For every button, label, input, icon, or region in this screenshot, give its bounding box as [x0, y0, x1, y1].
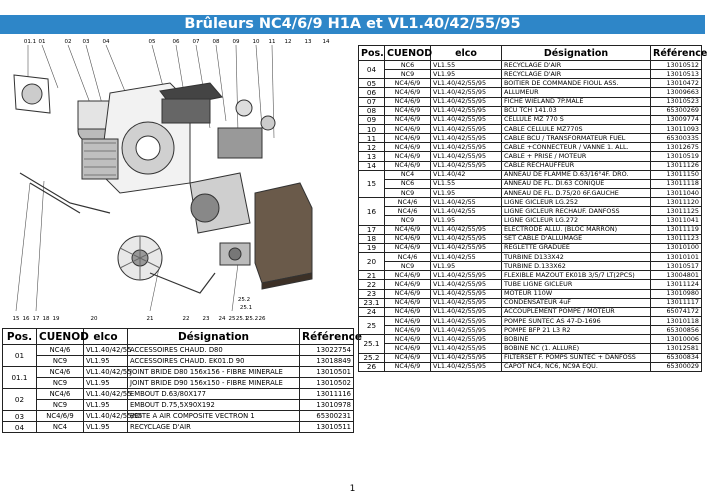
callout-label: 26 — [258, 316, 266, 322]
cell-cuenod: NC4/6/9 — [385, 362, 431, 371]
cell-cuenod: NC4/6/9 — [385, 152, 431, 161]
callout-label: 17 — [32, 316, 40, 322]
table-row — [3, 345, 354, 356]
callout-label: 24 — [218, 316, 226, 322]
table-row — [359, 289, 702, 298]
cell-elco: VL1.40/42/55/95 — [431, 326, 502, 335]
callout-label: 18 — [42, 316, 50, 322]
cell-elco: VL1.55 — [431, 61, 502, 70]
right-parts-table — [358, 45, 707, 372]
table-row — [359, 335, 702, 344]
cell-designation: RECYCLAGE D'AIR — [502, 61, 651, 70]
cell-reference: 13011119 — [651, 225, 702, 234]
cell-pos: 07 — [359, 97, 385, 106]
cell-cuenod: NC9 — [37, 378, 84, 389]
cell-elco: VL1.40/42/55 — [431, 198, 502, 207]
table-row — [359, 271, 702, 280]
cell-reference: 13011123 — [651, 234, 702, 243]
cell-designation: ANNEAU DE FL. D.75/20 6F.GAUCHE — [502, 188, 651, 197]
cell-pos: 15 — [359, 170, 385, 197]
cell-elco: VL1.40/42/55/95 — [431, 97, 502, 106]
cell-elco: VL1.95 — [431, 70, 502, 79]
cell-cuenod: NC4/6 — [37, 345, 84, 356]
cell-designation: MOTEUR 110W — [502, 289, 651, 298]
callout-label: 01 — [38, 39, 46, 45]
cell-reference: 13009663 — [651, 88, 702, 97]
cell-cuenod: NC9 — [385, 70, 431, 79]
cell-cuenod: NC9 — [385, 262, 431, 271]
table-row — [359, 179, 702, 188]
table-header-row — [359, 46, 702, 61]
cell-designation: EMBOUT D.75,5X90X192 — [128, 400, 300, 411]
cell-designation: CAPOT NC4, NC6, NC9A EQU. — [502, 362, 651, 371]
cell-designation: LIGNE GICLEUR LG.252 — [502, 198, 651, 207]
table-row — [359, 326, 702, 335]
cell-cuenod: NC4/6/9 — [385, 335, 431, 344]
table-row — [359, 170, 702, 179]
cell-reference: 13010523 — [651, 97, 702, 106]
cell-reference: 65300029 — [651, 362, 702, 371]
table-row — [359, 198, 702, 207]
cell-pos: 03 — [3, 411, 37, 422]
cell-reference: 65300231 — [300, 411, 354, 422]
cell-reference: 13010472 — [651, 79, 702, 88]
cell-designation: ACCESSOIRES CHAUD. D80 — [128, 345, 300, 356]
cell-pos: 23.1 — [359, 298, 385, 307]
table-row — [3, 411, 354, 422]
table-row — [359, 143, 702, 152]
callout-label: 05 — [148, 39, 156, 45]
cell-designation: RECYCLAGE D'AIR — [128, 422, 300, 433]
cell-reference: 13018849 — [300, 356, 354, 367]
callout-label: 06 — [172, 39, 180, 45]
cell-reference: 13012675 — [651, 143, 702, 152]
cell-cuenod: NC4/6 — [37, 367, 84, 378]
cell-reference: 13010501 — [300, 367, 354, 378]
cell-elco: VL1.40/42/55/95 — [431, 106, 502, 115]
callout-label: 13 — [304, 39, 312, 45]
cell-designation: ELECTRODE ALLU. (BLOC MARRON) — [502, 225, 651, 234]
table-row — [359, 262, 702, 271]
cell-elco: VL1.40/42/55/95 — [431, 134, 502, 143]
cell-designation: SET CABLE D'ALLUMAGE — [502, 234, 651, 243]
table-row — [359, 188, 702, 197]
pump-part — [220, 243, 250, 265]
cell-designation: TURBINE D.133X62 — [502, 262, 651, 271]
table-row — [359, 344, 702, 353]
cell-designation: CABLE + PRISE / MOTEUR — [502, 152, 651, 161]
cell-pos: 20 — [359, 252, 385, 270]
table-header-row — [3, 329, 354, 345]
cell-elco: VL1.40/42/55 — [84, 389, 128, 400]
left-parts-table — [2, 328, 363, 433]
cell-elco: VL1.40/42/55 — [431, 207, 502, 216]
cell-cuenod: NC4/6/9 — [385, 353, 431, 362]
callout-label: 25 — [228, 316, 236, 322]
cell-reference: 13010978 — [300, 400, 354, 411]
cell-designation: CONDENSATEUR 4uF — [502, 298, 651, 307]
cell-cuenod: NC4/6/9 — [385, 79, 431, 88]
callout-label: 03 — [82, 39, 90, 45]
cell-reference: 13011150 — [651, 170, 702, 179]
cell-reference: 65300335 — [651, 134, 702, 143]
table-row — [359, 79, 702, 88]
table-row — [3, 422, 354, 433]
table-row — [359, 280, 702, 289]
cell-reference: 13011124 — [651, 280, 702, 289]
callout-label: 10 — [252, 39, 260, 45]
cell-reference: 13010006 — [651, 335, 702, 344]
cell-designation: ANNEAU DE FL. DI.63 CONIQUE — [502, 179, 651, 188]
table-row — [3, 367, 354, 378]
cell-cuenod: NC4/6/9 — [385, 106, 431, 115]
cell-reference: 13009774 — [651, 115, 702, 124]
cell-reference: 13010980 — [651, 289, 702, 298]
cell-designation: TURBINE D133X42 — [502, 252, 651, 261]
cell-reference: 13010512 — [651, 61, 702, 70]
cell-cuenod: NC4/6/9 — [385, 243, 431, 252]
cell-elco: VL1.40/42/55/95 — [431, 88, 502, 97]
cell-pos: 01.1 — [3, 367, 37, 389]
callout-label: 15 — [12, 316, 20, 322]
callout-label: 21 — [146, 316, 154, 322]
header-reference: Référence — [651, 46, 702, 61]
cell-designation: POMPE SUNTEC AS 47-D-1696 — [502, 316, 651, 325]
callout-label: 09 — [232, 39, 240, 45]
callout-label: 25.1 — [239, 305, 253, 311]
page-title: Brûleurs NC4/6/9 H1A et VL1.40/42/55/95 — [0, 15, 705, 34]
cell-pos: 25.1 — [359, 335, 385, 353]
cell-designation: ALLUMEUR — [502, 88, 651, 97]
table-row — [359, 307, 702, 316]
cell-designation: FILTERSET F. POMPS SUNTEC + DANFOSS — [502, 353, 651, 362]
cell-reference: 13010519 — [651, 152, 702, 161]
cell-pos: 25.2 — [359, 353, 385, 362]
air-filter-part — [82, 139, 118, 179]
callout-label: 14 — [322, 39, 330, 45]
cell-reference: 13011125 — [651, 207, 702, 216]
callout-label: 08 — [212, 39, 220, 45]
cell-elco: VL1.95 — [431, 188, 502, 197]
cell-reference: 13010517 — [651, 262, 702, 271]
cell-designation: CABLE CELLULE MZ770S — [502, 124, 651, 133]
cell-elco: VL1.40/42/55/95 — [431, 152, 502, 161]
cell-reference: 13011116 — [300, 389, 354, 400]
cell-elco: VL1.95 — [431, 216, 502, 225]
cell-designation: FLEXIBLE MAZOUT EK01B 3/5/7 LT(2PCS) — [502, 271, 651, 280]
callout-label: 01.1 — [23, 39, 37, 45]
table-row — [359, 88, 702, 97]
cell-designation: RECYCLAGE D'AIR — [502, 70, 651, 79]
cell-reference: 13010100 — [651, 243, 702, 252]
cell-reference: 13010502 — [300, 378, 354, 389]
table-row — [359, 70, 702, 79]
header-cuenod: CUENOD — [385, 46, 431, 61]
cell-pos: 09 — [359, 115, 385, 124]
gasket-part — [14, 75, 50, 113]
cell-cuenod: NC4/6/9 — [385, 289, 431, 298]
table-row — [359, 61, 702, 70]
cell-elco: VL1.40/42/55/95 — [431, 271, 502, 280]
table-row — [359, 252, 702, 261]
cell-elco: VL1.40/42/55 — [431, 252, 502, 261]
cell-cuenod: NC4/6 — [385, 252, 431, 261]
cell-reference: 65300834 — [651, 353, 702, 362]
cell-cuenod: NC4/6/9 — [385, 280, 431, 289]
cell-designation: BCU TCH 141.03 — [502, 106, 651, 115]
cell-cuenod: NC4/6/9 — [385, 143, 431, 152]
cell-designation: FICHE WIELAND 7P.MALE — [502, 97, 651, 106]
header-pos: Pos. — [359, 46, 385, 61]
cell-reference: 13011041 — [651, 216, 702, 225]
cell-reference: 13010118 — [651, 316, 702, 325]
cell-pos: 04 — [3, 422, 37, 433]
cell-reference: 13010101 — [651, 252, 702, 261]
cell-cuenod: NC4/6/9 — [385, 97, 431, 106]
cell-pos: 17 — [359, 225, 385, 234]
cell-cuenod: NC4/6/9 — [385, 234, 431, 243]
cell-elco: VL1.40/42/55/95 — [431, 362, 502, 371]
table-row — [359, 134, 702, 143]
cell-elco: VL1.40/42/55/95 — [431, 225, 502, 234]
page-number: 1 — [349, 484, 356, 494]
header-pos: Pos. — [3, 329, 37, 345]
cell-elco: VL1.40/42/55/95 — [431, 335, 502, 344]
cell-cuenod: NC9 — [37, 400, 84, 411]
cell-reference: 13011040 — [651, 188, 702, 197]
cell-elco: VL1.40/42/55/95 — [431, 353, 502, 362]
cell-designation: POMPE BFP 21 L3 R2 — [502, 326, 651, 335]
cell-elco: VL1.40/42/55/95 — [84, 411, 128, 422]
cell-reference: 13011117 — [651, 298, 702, 307]
cell-elco: VL1.40/42/55/95 — [431, 79, 502, 88]
cell-pos: 25 — [359, 316, 385, 334]
cell-cuenod: NC4/6/9 — [385, 134, 431, 143]
callout-labels-top — [24, 39, 330, 45]
table-row — [3, 378, 354, 389]
cell-designation: ANNEAU DE FLAMME D.63/16°4F. DRO. — [502, 170, 651, 179]
cell-designation: CELLULE MZ 770 S — [502, 115, 651, 124]
table-row — [359, 234, 702, 243]
cell-pos: 16 — [359, 198, 385, 225]
cell-pos: 13 — [359, 152, 385, 161]
cell-reference: 65300269 — [651, 106, 702, 115]
callout-labels-side — [238, 297, 252, 311]
cell-elco: VL1.95 — [84, 422, 128, 433]
cell-elco: VL1.40/42/55/95 — [431, 115, 502, 124]
cell-pos: 05 — [359, 79, 385, 88]
cell-designation: CABLE +CONNECTEUR / VANNE 1. ALL. — [502, 143, 651, 152]
cell-designation: ACCOUPLEMENT POMPE / MOTEUR — [502, 307, 651, 316]
table-row — [359, 97, 702, 106]
cell-cuenod: NC4/6/9 — [385, 124, 431, 133]
cell-pos: 22 — [359, 280, 385, 289]
callout-label: 12 — [284, 39, 292, 45]
cell-elco: VL1.40/42/55/95 — [431, 161, 502, 170]
callout-label: 25.2 — [245, 316, 259, 322]
cell-designation: BOITE A AIR COMPOSITE VECTRON 1 — [128, 411, 300, 422]
cell-cuenod: NC4/6/9 — [385, 298, 431, 307]
cell-reference: 13011118 — [651, 179, 702, 188]
callout-label: 07 — [192, 39, 200, 45]
cell-cuenod: NC9 — [37, 356, 84, 367]
turbine-part — [118, 236, 162, 280]
cell-cuenod: NC4/6/9 — [385, 88, 431, 97]
table-row — [359, 207, 702, 216]
table-row — [359, 353, 702, 362]
exploded-parts-diagram — [0, 33, 356, 328]
table-row — [3, 389, 354, 400]
cell-elco: VL1.40/42/55/95 — [431, 124, 502, 133]
cell-cuenod: NC4/6 — [385, 207, 431, 216]
header-elco: elco — [431, 46, 502, 61]
table-row — [359, 243, 702, 252]
cell-pos: 02 — [3, 389, 37, 411]
cell-elco: VL1.40/42/55/95 — [431, 143, 502, 152]
header-cuenod: CUENOD — [37, 329, 84, 345]
table-row — [359, 216, 702, 225]
cell-reference: 13010511 — [300, 422, 354, 433]
cell-reference: 13022754 — [300, 345, 354, 356]
cell-cuenod: NC4/6/9 — [385, 161, 431, 170]
cell-reference: 65074172 — [651, 307, 702, 316]
cell-elco: VL1.40/42 — [431, 170, 502, 179]
cell-reference: 13004801 — [651, 271, 702, 280]
cell-elco: VL1.40/42/55/95 — [431, 307, 502, 316]
cell-pos: 11 — [359, 134, 385, 143]
cell-designation: EMBOUT D.63/80X177 — [128, 389, 300, 400]
cell-pos: 04 — [359, 61, 385, 79]
cell-elco: VL1.40/42/55/95 — [431, 298, 502, 307]
callout-label: 25.1 — [235, 316, 249, 322]
cell-pos: 01 — [3, 345, 37, 367]
cell-elco: VL1.40/42/55/95 — [431, 234, 502, 243]
callout-label: 23 — [202, 316, 210, 322]
cell-elco: VL1.40/42/55/95 — [431, 289, 502, 298]
cell-cuenod: NC6 — [385, 179, 431, 188]
cell-pos: 06 — [359, 88, 385, 97]
cell-pos: 23 — [359, 289, 385, 298]
cell-elco: VL1.95 — [84, 356, 128, 367]
cell-reference: 13010513 — [651, 70, 702, 79]
cell-reference: 13012581 — [651, 344, 702, 353]
cell-cuenod: NC6 — [385, 61, 431, 70]
table-row — [359, 316, 702, 325]
header-designation: Désignation — [502, 46, 651, 61]
table-row — [3, 356, 354, 367]
cell-cuenod: NC4/6/9 — [385, 225, 431, 234]
cell-designation: ACCESSOIRES CHAUD. EK01.D 90 — [128, 356, 300, 367]
cell-elco: VL1.95 — [84, 378, 128, 389]
callout-label: 11 — [268, 39, 276, 45]
header-reference: Référence — [300, 329, 354, 345]
callout-label: 16 — [22, 316, 30, 322]
cell-pos: 10 — [359, 124, 385, 133]
cell-elco: VL1.40/42/55 — [84, 345, 128, 356]
cell-designation: LIGNE GICLEUR LG.272 — [502, 216, 651, 225]
cell-elco: VL1.95 — [431, 262, 502, 271]
cell-designation: BOITIER DE COMMANDE FIOUL ASS. — [502, 79, 651, 88]
cell-pos: 24 — [359, 307, 385, 316]
cell-designation: JOINT BRIDE D80 156x156 - FIBRE MINERALE — [128, 367, 300, 378]
cell-pos: 08 — [359, 106, 385, 115]
table-row — [359, 115, 702, 124]
cell-elco: VL1.55 — [431, 179, 502, 188]
callout-label: 22 — [182, 316, 190, 322]
cell-cuenod: NC4/6/9 — [385, 316, 431, 325]
cell-designation: LIGNE GICLEUR RECHAUF. DANFOSS — [502, 207, 651, 216]
callout-label: 02 — [64, 39, 72, 45]
cell-elco: VL1.40/42/55 — [84, 367, 128, 378]
cell-cuenod: NC4/6/9 — [385, 326, 431, 335]
header-elco: elco — [84, 329, 128, 345]
cell-cuenod: NC4/6/9 — [385, 271, 431, 280]
cell-cuenod: NC4 — [37, 422, 84, 433]
cell-pos: 21 — [359, 271, 385, 280]
cell-reference: 13011126 — [651, 161, 702, 170]
cell-designation: BOBINE — [502, 335, 651, 344]
cell-cuenod: NC4/6 — [37, 389, 84, 400]
callout-label: 25.2 — [237, 297, 251, 303]
table-row — [359, 106, 702, 115]
cell-cuenod: NC4/6/9 — [37, 411, 84, 422]
cell-pos: 19 — [359, 243, 385, 252]
cover-part — [255, 183, 312, 289]
cell-elco: VL1.40/42/55/95 — [431, 316, 502, 325]
cell-cuenod: NC9 — [385, 188, 431, 197]
cell-elco: VL1.40/42/55/95 — [431, 280, 502, 289]
callout-label: 20 — [90, 316, 98, 322]
cell-pos: 18 — [359, 234, 385, 243]
cell-designation: CABLE BCU / TRANSFORMATEUR FUEL — [502, 134, 651, 143]
cell-designation: CABLE RECHAUFFEUR — [502, 161, 651, 170]
cell-pos: 26 — [359, 362, 385, 371]
cell-elco: VL1.40/42/55/95 — [431, 344, 502, 353]
cell-designation: REGLETTE GRADUEE — [502, 243, 651, 252]
table-row — [359, 161, 702, 170]
cell-elco: VL1.95 — [84, 400, 128, 411]
table-row — [359, 298, 702, 307]
cell-designation: BOBINE NC (1. ALLURE) — [502, 344, 651, 353]
header-designation: Désignation — [128, 329, 300, 345]
table-row — [359, 152, 702, 161]
cell-pos: 12 — [359, 143, 385, 152]
callout-label: 04 — [102, 39, 110, 45]
cell-designation: TUBE LIGNE GICLEUR — [502, 280, 651, 289]
cell-cuenod: NC4/6/9 — [385, 115, 431, 124]
table-row — [3, 400, 354, 411]
cell-cuenod: NC4 — [385, 170, 431, 179]
cell-cuenod: NC4/6 — [385, 198, 431, 207]
cell-reference: 13011093 — [651, 124, 702, 133]
cell-cuenod: NC9 — [385, 216, 431, 225]
table-row — [359, 362, 702, 371]
cell-elco: VL1.40/42/55/95 — [431, 243, 502, 252]
ignition-part — [218, 100, 275, 158]
cell-reference: 13011120 — [651, 198, 702, 207]
cell-cuenod: NC4/6/9 — [385, 307, 431, 316]
cell-designation: JOINT BRIDE D90 156x150 - FIBRE MINERALE — [128, 378, 300, 389]
cell-cuenod: NC4/6/9 — [385, 344, 431, 353]
cell-pos: 14 — [359, 161, 385, 170]
callout-labels-bottom — [13, 316, 266, 322]
cell-reference: 65300856 — [651, 326, 702, 335]
callout-label: 19 — [52, 316, 60, 322]
motor-part — [190, 173, 250, 233]
table-row — [359, 124, 702, 133]
table-row — [359, 225, 702, 234]
